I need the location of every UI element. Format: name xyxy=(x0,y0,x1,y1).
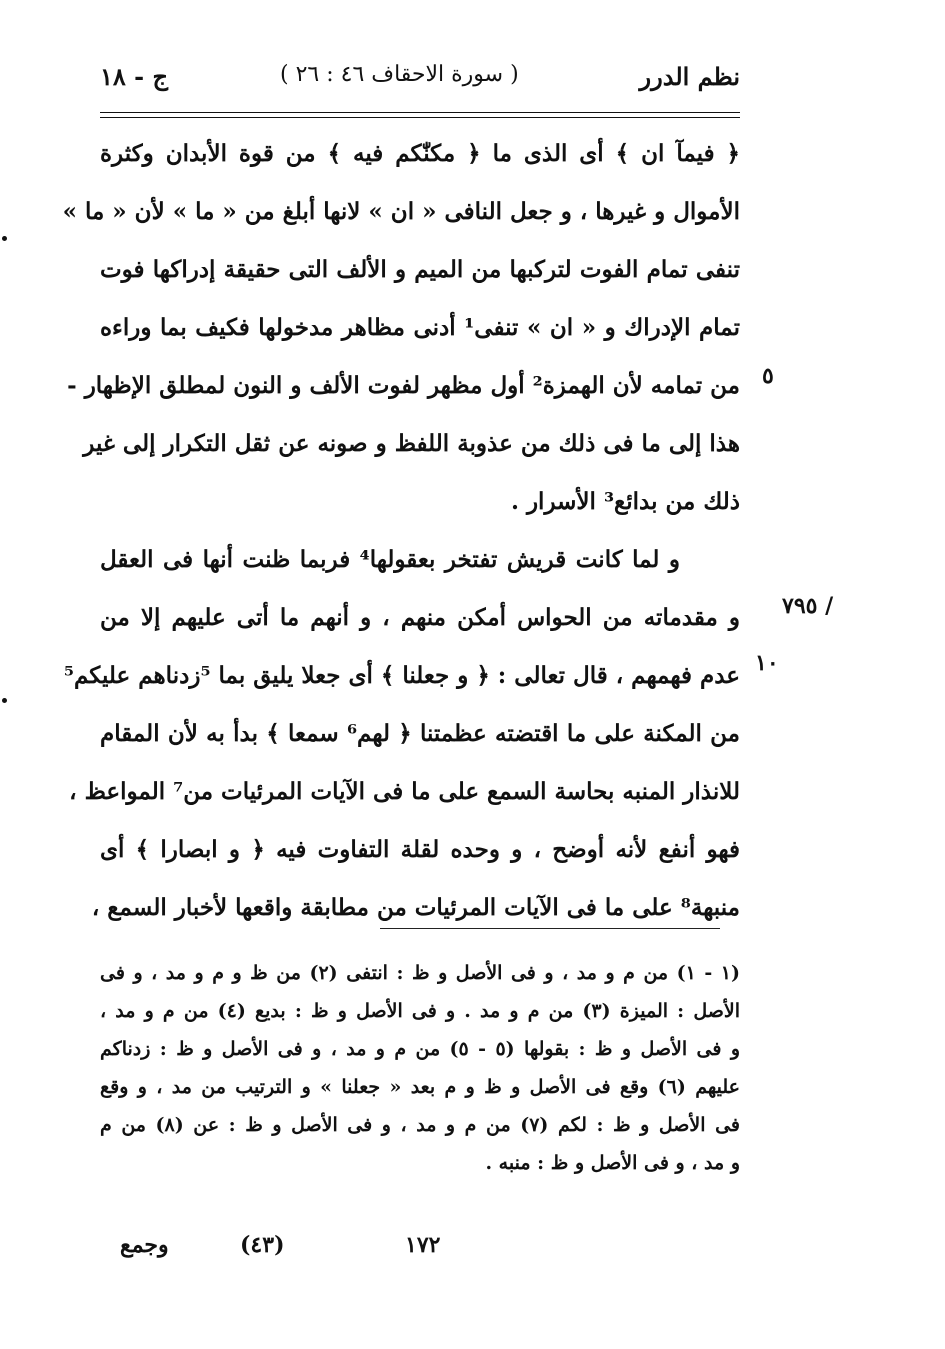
footnote-line: فى الأصل و ظ : لكم (٧) من م و مد ، و فى الأصل و ظ : عن (٨) من م xyxy=(100,1114,741,1136)
text-line: الأموال و غيرها ، و جعل النافى « ان » لانها أبلغ من « ما » لأن « ما » xyxy=(62,198,740,225)
footnote-line: و فى الأصل و ظ : بقولها (٥ - ٥) من م و مد ، و فى الأصل و ظ : زدناكم xyxy=(100,1038,740,1060)
page-footer xyxy=(100,1232,740,1272)
text-line: من المكنة على ما اقتضته عظمتنا ﴿ لهم⁶ سمعا ﴾ بدأ به لأن المقام xyxy=(100,720,740,747)
footnote-line: الأصل : الميزة (٣) من م و مد . و فى الأصل و ظ : بديع (٤) من م و مد ، xyxy=(100,1000,740,1022)
catchword: وجمع xyxy=(120,1232,169,1258)
line-number-5: ٥ xyxy=(762,363,774,389)
book-title: نظم الدرر xyxy=(639,62,740,91)
signature-mark: (٤٣) xyxy=(240,1232,285,1258)
text-line: تنفى تمام الفوت لتركبها من الميم و الألف التى حقيقة إدراكها فوت xyxy=(100,256,740,283)
text-line: من تمامه لأن الهمزة² أول مظهر لفوت الألف و النون لمطلق الإظهار - xyxy=(67,372,740,399)
text-line: و لما كانت قريش تفتخر بعقولها⁴ فربما ظنت أنها فى العقل xyxy=(100,546,680,573)
text-line: و مقدماته من الحواس أمكن منهم ، و أنهم ما أتى عليهم إلا من xyxy=(100,604,740,631)
scan-speck xyxy=(2,236,7,241)
scan-speck xyxy=(2,698,7,703)
footnote-line: عليهم (٦) وقع فى الأصل و ظ و م بعد « جعلنا » و الترتيب من مد ، و وقع xyxy=(100,1076,740,1098)
main-text xyxy=(62,125,740,937)
footnote-separator xyxy=(380,928,720,929)
header-rule-top xyxy=(100,112,740,113)
text-line: منبهة⁸ على ما فى الآيات المرئيات من مطابقة واقعها لأخبار السمع ، xyxy=(91,894,740,921)
footnote-line: (١ - ١) من م و مد ، و فى الأصل و ظ : انتفى (٢) من ظ و م و مد ، و فى xyxy=(100,962,741,984)
text-line: ذلك من بدائع³ الأسرار . xyxy=(510,488,740,515)
manuscript-folio-marker: ٧٩٥ / xyxy=(782,593,834,619)
header-rule-bottom xyxy=(100,117,740,118)
text-line: تمام الإدراك و « ان » تنفى¹ أدنى مظاهر مدخولها فكيف بما وراءه xyxy=(100,314,740,341)
footnotes xyxy=(100,954,740,1182)
line-number-10: ١٠ xyxy=(755,650,779,676)
surah-reference: ( سورة الاحقاف ٤٦ : ٢٦ ) xyxy=(280,62,519,87)
text-line: هذا إلى ما فى ذلك من عذوبة اللفظ و صونه عن ثقل التكرار إلى غير xyxy=(83,430,740,457)
text-line: ﴿ فيمآ ان ﴾ أى الذى ما ﴿ مكنّٰكم فيه ﴾ من قوة الأبدان وكثرة xyxy=(100,140,740,167)
page-number: ١٧٢ xyxy=(405,1232,441,1258)
text-line: للانذار المنبه بحاسة السمع على ما فى الآيات المرئيات من⁷ المواعظ ، xyxy=(69,778,740,805)
footnote-line: و مد ، و فى الأصل و ظ : منبه . xyxy=(485,1152,740,1174)
text-line: فهو أنفع لأنه أوضح ، و وحده لقلة التفاوت فيه ﴿ و ابصارا ﴾ أى xyxy=(100,836,740,863)
running-header xyxy=(100,62,740,102)
text-line: عدم فهمهم ، قال تعالى : ﴿ و جعلنا ﴾ أى جعلا يليق بما ⁵زدناهم عليكم⁵ xyxy=(63,662,740,689)
volume-number: ج - ١٨ xyxy=(100,62,168,91)
